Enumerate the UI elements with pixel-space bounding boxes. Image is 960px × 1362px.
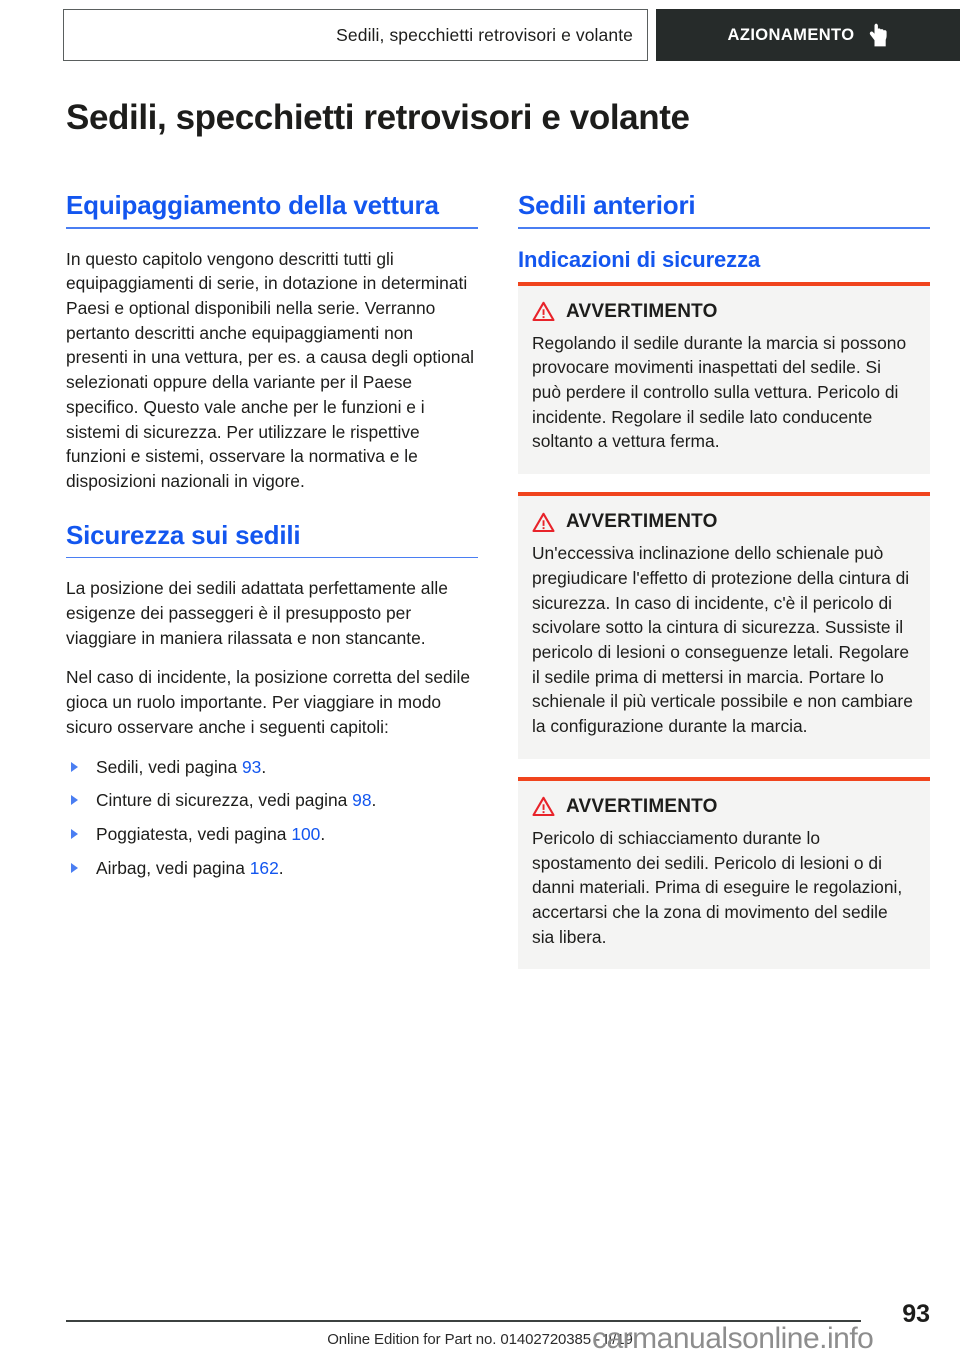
warning-header bbox=[532, 301, 914, 323]
content-columns bbox=[66, 190, 930, 987]
page-reference-link[interactable]: 100 bbox=[291, 823, 321, 844]
list-item-label: Cinture di sicurezza, vedi pagina bbox=[96, 790, 353, 811]
edition-note: Online Edition for Part no. 01402720385 - II/19 bbox=[327, 1331, 633, 1348]
list-item-suffix: . bbox=[278, 857, 284, 878]
warning-title: AVVERTIMENTO bbox=[566, 795, 718, 817]
list-item-label: Sedili, vedi pagina bbox=[96, 756, 242, 777]
page-header bbox=[63, 9, 960, 61]
section-tab-label: AZIONAMENTO bbox=[727, 25, 855, 44]
subheading-indicazioni-sicurezza: Indicazioni di sicurezza bbox=[518, 246, 761, 272]
list-item[interactable] bbox=[66, 856, 478, 881]
triangle-bullet-icon bbox=[71, 795, 78, 805]
warning-body: Un'eccessiva inclinazione dello schienale può pregiudicare l'effetto di protezione della cintura di sicurezza. In caso di incidente, c'è il pericolo di scivolare sotto la cintura di sicurezza. Sussiste il pericolo di lesioni o conseguenze letali. Regolare il sedile prima di mettersi in marcia. Portare lo schienale il più verticale possibile e non cambiare la configurazione durante la marcia. bbox=[532, 543, 913, 737]
list-item-suffix: . bbox=[371, 790, 377, 811]
warning-box bbox=[518, 282, 930, 475]
warning-title: AVVERTIMENTO bbox=[566, 300, 718, 322]
list-item-label: Airbag, vedi pagina bbox=[96, 857, 250, 878]
section-heading-equipaggiamento: Equipaggiamento della vettura bbox=[66, 190, 439, 220]
warning-body: Regolando il sedile durante la marcia si possono provocare movimenti inaspettati del sedile. Si può perdere il controllo sulla vettura. Pericolo di incidente. Regolare il sedile lato conducente soltanto a vettura ferma. bbox=[532, 332, 907, 452]
list-item-label: Poggiatesta, vedi pagina bbox=[96, 823, 292, 844]
list-item[interactable] bbox=[66, 822, 478, 847]
right-column bbox=[518, 190, 930, 987]
pointing-hand-icon bbox=[868, 23, 888, 47]
heading-rule bbox=[518, 227, 930, 229]
section-heading-sedili-anteriori: Sedili anteriori bbox=[518, 190, 696, 220]
left-column bbox=[66, 190, 478, 987]
chapter-tab[interactable] bbox=[63, 9, 648, 61]
warning-triangle-icon bbox=[532, 796, 555, 817]
paragraph-sicurezza-1: La posizione dei sedili adattata perfettamente alle esigenze dei passeggeri è il presupposto per viaggiare in maniera rilassata e non stancante. bbox=[66, 578, 448, 648]
page-reference-link[interactable]: 93 bbox=[242, 756, 262, 777]
warning-title: AVVERTIMENTO bbox=[566, 511, 718, 533]
reference-list bbox=[66, 755, 478, 881]
warning-triangle-icon bbox=[532, 301, 555, 322]
section-heading-sicurezza: Sicurezza sui sedili bbox=[66, 519, 301, 550]
list-item[interactable] bbox=[66, 788, 478, 813]
section-tab[interactable] bbox=[656, 9, 960, 61]
section-equipaggiamento bbox=[66, 190, 478, 494]
triangle-bullet-icon bbox=[71, 762, 78, 772]
paragraph-equipaggiamento: In questo capitolo vengono descritti tutti gli equipaggiamenti di serie, in dotazione in determinati Paesi e optional disponibili nella serie. Verranno pertanto descritti anche equipaggiamenti non presenti in una vettura, per es. a causa degli optional selezionati oppure della variante per il Paese specifico. Questo vale anche per le funzioni e i sistemi di sicurezza. Per utilizzare le rispettive funzioni e sistemi, osservare la normativa e le disposizioni nazionali in vigore. bbox=[66, 248, 474, 491]
watermark: carmanualsonline.info bbox=[592, 1322, 874, 1355]
heading-rule bbox=[66, 557, 478, 559]
section-sicurezza bbox=[66, 520, 478, 881]
page-reference-link[interactable]: 162 bbox=[249, 857, 279, 878]
list-item[interactable] bbox=[66, 755, 478, 780]
triangle-bullet-icon bbox=[71, 863, 78, 873]
chapter-tab-label: Sedili, specchietti retrovisori e volante bbox=[336, 24, 633, 45]
heading-rule bbox=[66, 227, 478, 229]
page-title: Sedili, specchietti retrovisori e volante bbox=[66, 98, 690, 137]
paragraph-sicurezza-2: Nel caso di incidente, la posizione corretta del sedile gioca un ruolo importante. Per viaggiare in modo sicuro osservare anche i seguenti capitoli: bbox=[66, 667, 471, 737]
page-number: 93 bbox=[902, 1300, 930, 1328]
page-reference-link[interactable]: 98 bbox=[352, 790, 372, 811]
warning-header bbox=[532, 511, 914, 533]
list-item-suffix: . bbox=[320, 823, 326, 844]
warning-box bbox=[518, 777, 930, 970]
list-item-suffix: . bbox=[261, 756, 267, 777]
warning-body: Pericolo di schiacciamento durante lo spostamento dei sedili. Pericolo di lesioni o di danni materiali. Prima di eseguire le regolazioni, accertarsi che la zona di movimento del sedile sia libera. bbox=[532, 827, 903, 947]
warning-box bbox=[518, 492, 930, 759]
triangle-bullet-icon bbox=[71, 829, 78, 839]
warning-triangle-icon bbox=[532, 512, 555, 533]
warning-header bbox=[532, 796, 914, 818]
